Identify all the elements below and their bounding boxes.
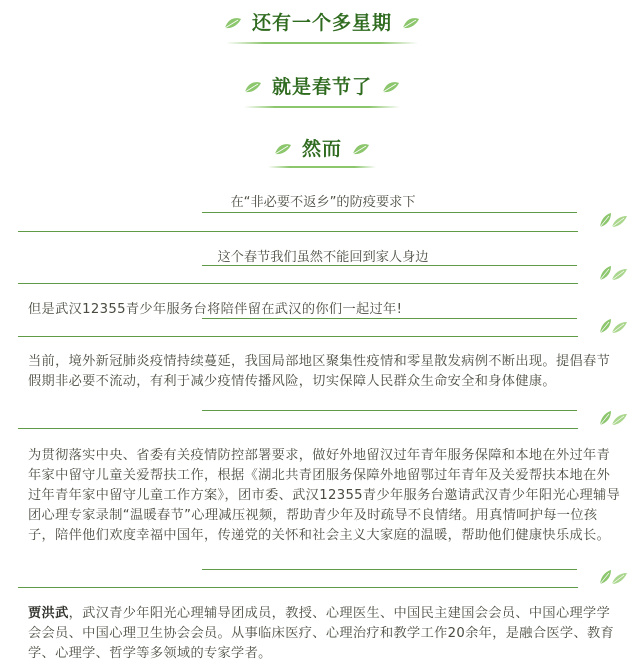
- leaf-icon: [598, 410, 628, 426]
- heading-underline: [226, 42, 418, 44]
- leaf-icon: [224, 16, 242, 30]
- leaf-icon: [274, 142, 292, 156]
- expert-name: 贾洪武: [28, 606, 69, 621]
- divider: [18, 212, 628, 224]
- heading-title: [272, 134, 372, 161]
- expert-bio: [18, 604, 628, 664]
- divider: [18, 410, 628, 422]
- leaf-icon: [402, 16, 420, 30]
- heading-underline: [244, 106, 400, 108]
- leaf-icon: [598, 212, 628, 228]
- leaf-icon: [352, 142, 370, 156]
- heading-1: [0, 8, 644, 35]
- heading-title: [242, 72, 402, 99]
- leaf-icon: [382, 80, 400, 94]
- heading-text: 就是春节了: [271, 76, 372, 98]
- leaf-icon: [598, 569, 628, 585]
- divider: [18, 569, 628, 581]
- leaf-icon: [598, 318, 628, 334]
- heading-underline: [268, 166, 376, 168]
- heading-text: 然而: [301, 138, 342, 160]
- paragraph-text: 当前，境外新冠肺炎疫情持续蔓延，我国局部地区聚集性疫情和零星散发病例不断出现。提倡春节假期非必要不流动，有利于减少疫情传播风险，切实保障人民群众生命安全和身体健康。: [28, 354, 611, 389]
- leaf-icon: [598, 265, 628, 281]
- bio-description: ，武汉青少年阳光心理辅导团成员，教授、心理医生、中国民主建国会会员、中国心理学学会会员、中国心理卫生协会会员。从事临床医疗、心理治疗和教学工作20余年，是融合医学、教育学、心理学、哲学等多领域的专家学者。: [28, 606, 615, 661]
- heading-text: 还有一个多星期: [251, 12, 392, 34]
- statement-text: 在“非必要不返乡”的防疫要求下: [230, 195, 416, 210]
- statement-text: 但是武汉12355青少年服务台将陪伴留在武汉的你们一起过年!: [28, 302, 403, 317]
- divider: [18, 265, 628, 277]
- statement-line-3: [18, 300, 628, 320]
- heading-title: [222, 8, 422, 35]
- statement-line-1: [18, 193, 628, 213]
- divider: [18, 318, 628, 330]
- heading-3: [0, 134, 644, 161]
- leaf-icon: [244, 80, 262, 94]
- bio-text: [18, 604, 628, 664]
- paragraph-1: [18, 352, 628, 392]
- paragraph-text: 为贯彻落实中央、省委有关疫情防控部署要求，做好外地留汉过年青年服务保障和本地在外过年青年家中留守儿童关爱帮扶工作，根据《湖北共青团服务保障外地留鄂过年青年及关爱帮扶本地在外过年青年家中留守儿童工作方案》，团市委、武汉12355青少年服务台邀请武汉青少年阳光心理辅导团心理专家录制“温暖春节”心理减压视频，帮助青少年及时疏导不良情绪。用真情呵护每一位孩子，陪伴他们欢度幸福中国年，传递党的关怀和社会主义大家庭的温暖，帮助他们健康快乐成长。: [28, 448, 621, 543]
- statement-text: 这个春节我们虽然不能回到家人身边: [217, 250, 429, 265]
- paragraph-2: [18, 446, 628, 546]
- heading-2: [0, 72, 644, 99]
